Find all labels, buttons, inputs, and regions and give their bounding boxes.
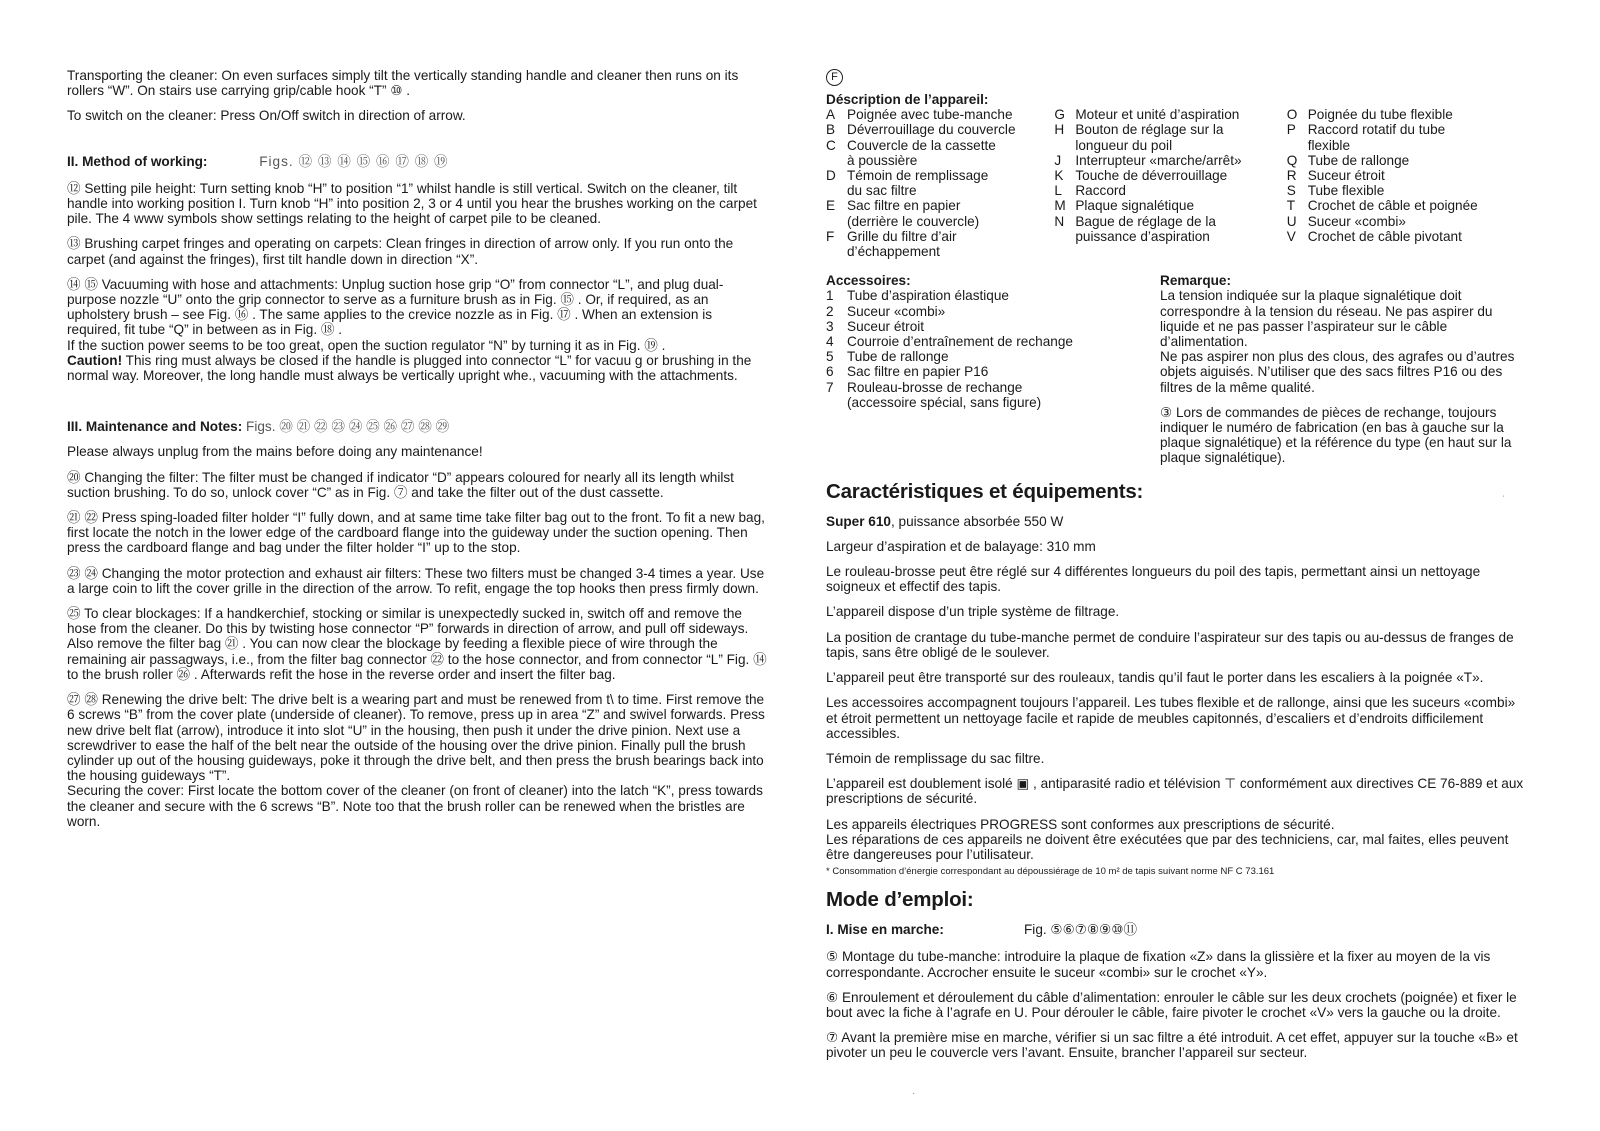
list-item [1287, 168, 1526, 183]
item-key: D [826, 168, 836, 184]
fringes-paragraph: ⑬ Brushing carpet fringes and operating on carpets: Clean fringes in direction of arrow only. If you run onto the carpet (and against the fringes), first tilt handle down in direction “X”. [67, 236, 734, 267]
item-label: Poignée avec tube-manche [847, 107, 1013, 123]
list-item [826, 334, 1160, 349]
accessoires-paragraph: Les accessoires accompagnent toujours l’appareil. Les tubes flexible et de rallonge, ainsi que les suceurs «combi» et étroit permettent un nettoyage facile et rapide de meubles capitonnés, d’escaliers et d’endroits difficilement accessibles. [826, 695, 1516, 741]
accessories-block [826, 273, 1160, 465]
item-key: Q [1286, 152, 1298, 168]
montage-paragraph: ⑤ Montage du tube-manche: introduire la plaque de fixation «Z» dans la glissière et la fixer au moyen de la vis correspondante. Accrocher ensuite le suceur «combi» sur le crochet «Y». [826, 949, 1491, 980]
item-label: Suceur étroit [847, 318, 925, 334]
section-3-figs: Figs. ⑳ ㉑ ㉒ ㉓ ㉔ ㉕ ㉖ ㉗ ㉘ ㉙ [246, 419, 450, 435]
holder-paragraph: ㉑ ㉒ Press sping-loaded filter holder “I” fully down, and at same time take filter bag out to the front. To fit a new bag, first locate the notch in the lower edge of the cardboard flange into the guideway under the suction opening. Then press the cardboard flange and bag under the filter holder “I” up to the stop. [67, 510, 765, 556]
list-item [826, 198, 1054, 228]
item-label: Témoin de remplissage du sac filtre [847, 168, 989, 199]
item-label: Couvercle de la cassette à poussière [847, 137, 996, 168]
remarks-text: La tension indiquée sur la plaque signalétique doit correspondre à la tension du réseau. Ne pas aspirer du liquide et ne pas passer l’aspirateur sur le câble d’alimentation. Ne pas aspirer non plus des clous, des agrafes ou d’autres objets aiguisés. N’utiliser que des sacs filtres P16 ou des filtres de la même qualité. [1160, 288, 1515, 395]
transport-fr-paragraph: L’appareil peut être transporté sur des rouleaux, tandis qu’il faut le porter dans les escaliers à la poignée «T». [826, 670, 1484, 686]
caracteristiques-heading: Caractéristiques et équipements: [826, 479, 1144, 503]
item-key: H [1054, 122, 1065, 138]
description-grid [826, 107, 1526, 259]
item-label: Raccord [1075, 183, 1126, 199]
motor-filter-paragraph: ㉓ ㉔ Changing the motor protection and exhaust air filters: These two filters must be changed 3-4 times a year. Use a large coin to lift the cover grille in the direction of the arrow. To refit, engage the top hooks then press firmly down. [67, 565, 765, 596]
list-item [1287, 153, 1526, 168]
mode-emploi-heading: Mode d’emploi: [826, 888, 974, 912]
item-key: R [1286, 168, 1297, 184]
item-key: P [1286, 122, 1296, 138]
item-label: Poignée du tube flexible [1307, 107, 1453, 123]
item-key: L [1054, 183, 1062, 199]
list-item [1054, 153, 1286, 168]
item-key: F [826, 228, 835, 244]
list-item [1054, 214, 1286, 244]
list-item [826, 288, 1160, 303]
item-key: S [1286, 183, 1296, 199]
item-label: Crochet de câble pivotant [1307, 228, 1462, 244]
item-key: 7 [826, 379, 834, 395]
list-item [1287, 183, 1526, 198]
list-item [1054, 122, 1286, 152]
section-2-figs: Figs. ⑫ ⑬ ⑭ ⑮ ⑯ ⑰ ⑱ ⑲ [259, 153, 449, 169]
remarks-title: Remarque: [1160, 273, 1232, 289]
unplug-warning: Please always unplug from the mains before doing any maintenance! [67, 444, 483, 460]
list-item [1054, 198, 1286, 213]
remarks-order: ③ Lors de commandes de pièces de rechange, toujours indiquer le numéro de fabrication (en bas à gauche sur la plaque signalétique) et la référence du type (en haut sur la plaque signalétique). [1160, 404, 1512, 466]
item-key: 1 [826, 288, 834, 304]
model-name: Super 610 [826, 513, 891, 529]
footnote: * Consommation d’énergie correspondant au dépoussiérage de 10 m² de tapis suivant norme NF C 73.161 [826, 866, 1275, 878]
accessories-list [826, 288, 1160, 410]
list-item [826, 380, 1160, 410]
switch-on-paragraph: To switch on the cleaner: Press On/Off switch in direction of arrow. [67, 108, 466, 124]
item-key: G [1054, 107, 1065, 123]
section-3-heading [67, 419, 767, 434]
enroulement-paragraph: ⑥ Enroulement et déroulement du câble d’alimentation: enrouler le câble sur les deux crochets (poignée) et fixer le bout avec la fiche à l’agrafe en U. Pour dérouler le câble, faire pivoter le crochet «V» vers la gauche ou la droite. [826, 989, 1517, 1020]
item-key: M [1054, 198, 1066, 214]
item-key: N [1054, 213, 1065, 229]
hose-paragraph [67, 277, 767, 383]
largeur-paragraph: Largeur d’aspiration et de balayage: 310 mm [826, 538, 1096, 554]
item-label: Sac filtre en papier P16 [847, 364, 989, 380]
filtrage-paragraph: L’appareil dispose d’un triple système de filtrage. [826, 604, 1120, 620]
model-power: , puissance absorbée 550 W [890, 513, 1064, 529]
item-label: Touche de déverrouillage [1075, 168, 1228, 184]
list-item [1054, 183, 1286, 198]
list-item [826, 364, 1160, 379]
item-key: V [1286, 228, 1296, 244]
item-label: Raccord rotatif du tube flexible [1307, 122, 1446, 153]
item-label: Sac filtre en papier (derrière le couvercle) [847, 198, 980, 229]
filter-paragraph: ⑳ Changing the filter: The filter must be changed if indicator “D” appears coloured for nearly all its length whilst suction brushing. To do so, unlock cover “C” as in Fig. ⑦ and take the filter out of the dust cassette. [67, 469, 734, 500]
accessories-remarks [826, 273, 1526, 465]
model-line [826, 514, 1526, 529]
item-label: Déverrouillage du couvercle [847, 122, 1016, 138]
french-column [826, 68, 1526, 1071]
item-label: Rouleau-brosse de rechange (accessoire spécial, sans figure) [847, 379, 1042, 410]
list-item [1287, 122, 1526, 152]
item-label: Interrupteur «marche/arrêt» [1075, 152, 1242, 168]
list-item [1287, 214, 1526, 229]
item-label: Tube flexible [1307, 183, 1385, 199]
accessories-title: Accessoires: [826, 273, 911, 289]
item-label: Crochet de câble et poignée [1307, 198, 1478, 214]
item-label: Suceur étroit [1307, 168, 1385, 184]
description-col-3 [1287, 107, 1526, 259]
item-label: Tube d’aspiration élastique [847, 288, 1009, 304]
item-label: Tube de rallonge [1307, 152, 1410, 168]
list-item [1287, 107, 1526, 122]
english-column [67, 68, 767, 839]
mise-en-marche-heading [826, 922, 1526, 937]
item-key: 6 [826, 364, 834, 380]
list-item [1287, 198, 1526, 213]
item-label: Plaque signalétique [1075, 198, 1195, 214]
progress-paragraph: Les appareils électriques PROGRESS sont conformes aux prescriptions de sécurité. Les réparations de ces appareils ne doivent être exécutées que par des techniciens, car, mal faites, elles peuvent être dangereuses pour l’utilisateur. [826, 816, 1509, 862]
crantage-paragraph: La position de crantage du tube-manche permet de conduire l’aspirateur sur des tapis ou au-dessus de franges de tapis, sans être obligé de le soulever. [826, 629, 1514, 660]
lang-badge-circle: F [826, 69, 843, 86]
item-key: A [826, 107, 836, 123]
caution-label: Caution! [67, 352, 123, 368]
list-item [826, 107, 1054, 122]
item-key: E [826, 198, 836, 214]
mise-en-marche-figs: Fig. ⑤⑥⑦⑧⑨⑩⑪ [1024, 922, 1138, 938]
avant-paragraph: ⑦ Avant la première mise en marche, vérifier si un sac filtre a été introduit. A cet effet, appuyer sur la touche «B» et pivoter un peu le couvercle vers l’avant. Ensuite, brancher l’appareil sur secteur. [826, 1030, 1518, 1061]
rouleau-paragraph: Le rouleau-brosse peut être réglé sur 4 différentes longueurs du poil des tapis, permettant ainsi un nettoyage soigneux et effectif des tapis. [826, 564, 1481, 595]
drive-belt-paragraph: ㉗ ㉘ Renewing the drive belt: The drive belt is a wearing part and must be renewed from t\ to time. First remove the 6 screws “B” from the cover plate (underside of cleaner). To remove, press up in area “Z” and swivel forwards. Press new drive belt flat (arrow), introduce it into slot “U” in the housing, then push it under the drive pinion. Next use a screwdriver to ease the half of the belt near the outside of the housing over the drive pinion. Finally pull the brush cylinder up out of the housing guideways, poke it through the drive belt, and then press the brush bearings back into the housing guideways “T”. Securing the cover: First locate the bottom cover of the cleaner (on front of cleaner) into the latch “K”, press towards the cleaner and secure with the 6 screws “B”. Note too that the brush roller can be renewed when the bristles are worn. [67, 692, 765, 829]
temoin-paragraph: Témoin de remplissage du sac filtre. [826, 750, 1045, 766]
item-label: Suceur «combi» [847, 303, 946, 319]
section-2-heading [67, 154, 767, 169]
item-label: Bague de réglage de la puissance d’aspiration [1075, 213, 1216, 244]
list-item [1054, 168, 1286, 183]
blockage-paragraph: ㉕ To clear blockages: If a handkerchief, stocking or similar is unexpectedly sucked in, switch off and remove the hose from the cleaner. Do this by twisting hose connector “P” forwards in direction of arrow, and pull off sideways. Also remove the filter bag ㉑ . You can now clear the blockage by feeding a flexible piece of wire through the remaining air passagways, i.e., from the filter bag connector ㉒ to the hose connector, and from connector “L” Fig. ⑭ to the brush roller ㉖ . Afterwards refit the hose in the reverse order and insert the filter bag. [67, 606, 767, 682]
item-key: 4 [826, 334, 834, 350]
lang-badge [826, 68, 1526, 86]
section-2-title: II. Method of working: [67, 153, 208, 169]
list-item [826, 122, 1054, 137]
transport-paragraph: Transporting the cleaner: On even surfaces simply tilt the vertically standing handle and cleaner then runs on its rollers “W”. On stairs use carrying grip/cable hook “T” ⑩ . [67, 68, 739, 99]
item-key: 2 [826, 303, 834, 319]
list-item [826, 319, 1160, 334]
scan-speck: ˈ [1502, 495, 1506, 506]
list-item [826, 168, 1054, 198]
description-col-1 [826, 107, 1054, 259]
list-item [1054, 107, 1286, 122]
description-title: Déscription de l’appareil: [826, 92, 989, 107]
item-key: J [1054, 152, 1062, 168]
section-3-title: III. Maintenance and Notes: [67, 419, 243, 435]
item-key: C [826, 137, 836, 153]
item-label: Tube de rallonge [847, 349, 949, 365]
list-item [826, 229, 1054, 259]
item-key: O [1286, 107, 1298, 123]
list-item [826, 349, 1160, 364]
list-item [826, 138, 1054, 168]
description-col-2 [1054, 107, 1286, 259]
pile-height-paragraph: ⑫ Setting pile height: Turn setting knob “H” to position “1” whilst handle is still vertical. Switch on the cleaner, tilt handle into working position I. Turn knob “H” into position 2, 3 or 4 until you hear the brushes working on the carpet pile. The 4 ᴡᴡᴡ symbols show settings relating to the height of carpet pile to be cleaned. [67, 180, 757, 227]
item-label: Moteur et unité d’aspiration [1075, 107, 1240, 123]
item-label: Grille du filtre d’air d’échappement [847, 228, 957, 260]
item-key: U [1286, 213, 1297, 229]
hose-text: ⑭ ⑮ Vacuuming with hose and attachments: Unplug suction hose grip “O” from connector “L”, and plug dual-purpose nozzle “U” onto the grip connector to serve as a furniture brush as in Fig. ⑮ . Or, if required, as an upholstery brush – see Fig. ⑯ . The same applies to the crevice nozzle as in Fig. ⑰ . When an extension is required, fit tube “Q” in between as in Fig. ⑱ . If the suction power seems to be too great, open the suction regulator “N” by turning it as in Fig. ⑲ . [67, 276, 724, 353]
mise-en-marche-title: I. Mise en marche: [826, 922, 944, 938]
remarks-block [1160, 273, 1526, 465]
item-label: Suceur «combi» [1307, 213, 1406, 229]
item-key: 5 [826, 349, 834, 365]
isolation-paragraph: L’appareil est doublement isolé ▣ , antiparasité radio et télévision ⊤ conformément aux directives CE 76-889 et aux prescriptions de sécurité. [826, 776, 1524, 807]
scan-speck: · [912, 1088, 916, 1099]
item-key: 3 [826, 318, 834, 334]
item-key: T [1286, 198, 1295, 214]
caution-text: This ring must always be closed if the handle is plugged into connector “L” for vacuu g or brushing in the normal way. Moreover, the long handle must always be vertically upright whe., vacuuming with the attachments. [67, 352, 752, 384]
list-item [826, 304, 1160, 319]
list-item [1287, 229, 1526, 244]
item-key: B [826, 122, 836, 138]
item-key: K [1054, 168, 1064, 184]
item-label: Bouton de réglage sur la longueur du poil [1075, 122, 1224, 153]
item-label: Courroie d’entraînement de rechange [847, 334, 1073, 350]
